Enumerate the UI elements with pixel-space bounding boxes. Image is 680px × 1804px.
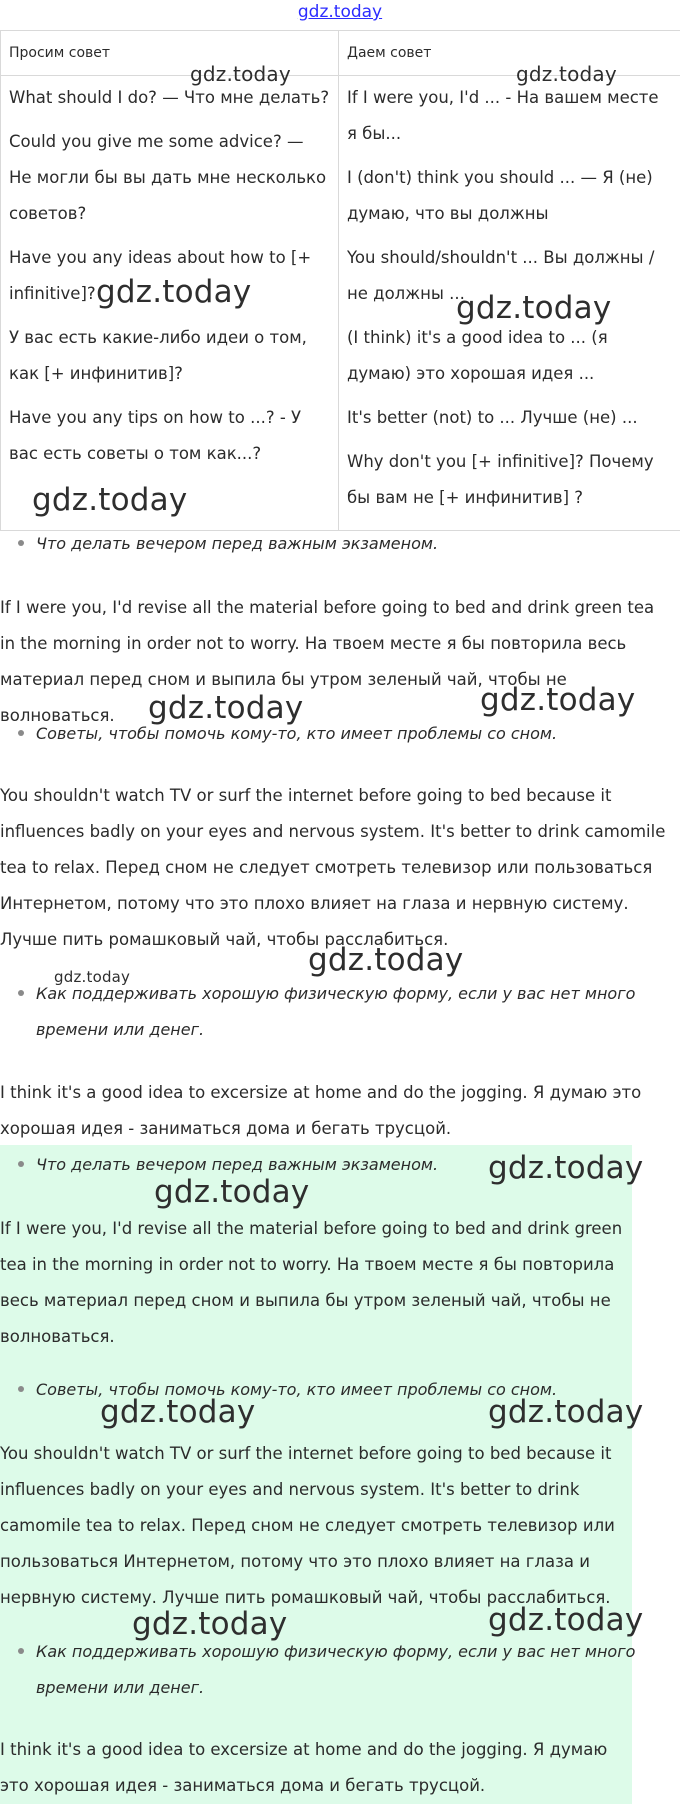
column-header-give: Даем совет (339, 31, 680, 76)
list-item-text: Как поддерживать хорошую физическую форму, если у вас нет много времени или денег. (36, 984, 636, 1039)
give-phrase: It's better (not) to ... Лучше (не) ... (347, 408, 638, 427)
column-header-ask: Просим совет (1, 31, 339, 76)
watermark: gdz.today (132, 1606, 288, 1642)
answer-paragraph: I think it's a good idea to excersize at home and do the jogging. Я думаю это хорошая идея - заниматься дома и бегать трусцой. (0, 1740, 608, 1795)
answer-paragraph: You shouldn't watch TV or surf the internet before going to bed because it influences badly on your eyes and nervous system. It's better to drink camomile tea to relax. Перед сном не следует смотреть телевизор или пользоваться Интернетом, потому что это плохо влияет на глаза и нервную систему. Лучше пить ромашковый чай, чтобы расслабиться. (0, 1444, 615, 1607)
answer-paragraph: If I were you, I'd revise all the material before going to bed and drink green tea in the morning in order not to worry. На твоем месте я бы повторила весь материал перед сном и выпила бы утром зеленый чай, чтобы не волноваться. (0, 1219, 623, 1346)
watermark: gdz.today (480, 682, 636, 718)
list-item (18, 526, 658, 562)
give-phrase: I (don't) think you should ... — Я (не) думаю, что вы должны (347, 168, 653, 223)
watermark: gdz.today (100, 1394, 256, 1430)
list-item-text: Что делать вечером перед важным экзаменом. (36, 1155, 439, 1174)
watermark: gdz.today (488, 1150, 644, 1186)
list-item-text: Советы, чтобы помочь кому-то, кто имеет проблемы со сном. (36, 1380, 558, 1399)
list-item (18, 1634, 658, 1706)
watermark: gdz.today (32, 482, 188, 518)
ask-phrase: У вас есть какие-либо идеи о том, как [+ инфинитив]? (9, 328, 307, 383)
bullet-dot-icon (18, 1648, 24, 1654)
give-phrase: Why don't you [+ infinitive]? Почему бы вам не [+ инфинитив] ? (347, 452, 654, 507)
give-phrase: You should/shouldn't ... Вы должны / не должны ... (347, 248, 655, 303)
ask-phrase: Have you any ideas about how to [+ infinitive]? (9, 248, 312, 303)
answer-paragraph: I think it's a good idea to excersize at home and do the jogging. Я думаю это хорошая идея - заниматься дома и бегать трусцой. (0, 1083, 642, 1138)
watermark: gdz.today (488, 1602, 644, 1638)
list-item-text: Как поддерживать хорошую физическую форму, если у вас нет много времени или денег. (36, 1642, 636, 1697)
ask-phrase: Have you any tips on how to ...? - У вас есть советы о том как...? (9, 408, 302, 463)
bullet-dot-icon (18, 540, 24, 546)
watermark: gdz.today (154, 1174, 310, 1210)
watermark: gdz.today (96, 274, 252, 310)
answer-paragraph: If I were you, I'd revise all the material before going to bed and drink green tea in the morning in order not to worry. На твоем месте я бы повторила весь материал перед сном и выпила бы утром зеленый чай, чтобы не волноваться. (0, 598, 655, 725)
list-item-text: Советы, чтобы помочь кому-то, кто имеет проблемы со сном. (36, 724, 558, 743)
watermark: gdz.today (190, 62, 291, 86)
watermark: gdz.today (54, 968, 131, 986)
ask-phrase: What should I do? — Что мне делать? (9, 88, 330, 107)
watermark: gdz.today (308, 942, 464, 978)
ask-phrase: Could you give me some advice? — Не могли бы вы дать мне несколько советов? (9, 132, 327, 223)
watermark: gdz.today (516, 62, 617, 86)
bullet-dot-icon (18, 1386, 24, 1392)
bullet-dot-icon (18, 1161, 24, 1167)
list-item (18, 716, 658, 752)
list-item-text: Что делать вечером перед важным экзаменом. (36, 534, 439, 553)
site-link[interactable]: gdz.today (297, 2, 383, 22)
give-phrase: (I think) it's a good idea to ... (я думаю) это хорошая идея ... (347, 328, 608, 383)
watermark: gdz.today (456, 290, 612, 326)
give-phrase: If I were you, I'd ... - На вашем месте я бы... (347, 88, 659, 143)
bullet-dot-icon (18, 730, 24, 736)
bullet-dot-icon (18, 990, 24, 996)
answer-paragraph: You shouldn't watch TV or surf the internet before going to bed because it influences badly on your eyes and nervous system. It's better to drink camomile tea to relax. Перед сном не следует смотреть телевизор или пользоваться Интернетом, потому что это плохо влияет на глаза и нервную систему. Лучше пить ромашковый чай, чтобы расслабиться. (0, 786, 666, 949)
list-item (18, 976, 658, 1048)
watermark: gdz.today (148, 690, 304, 726)
watermark: gdz.today (488, 1394, 644, 1430)
